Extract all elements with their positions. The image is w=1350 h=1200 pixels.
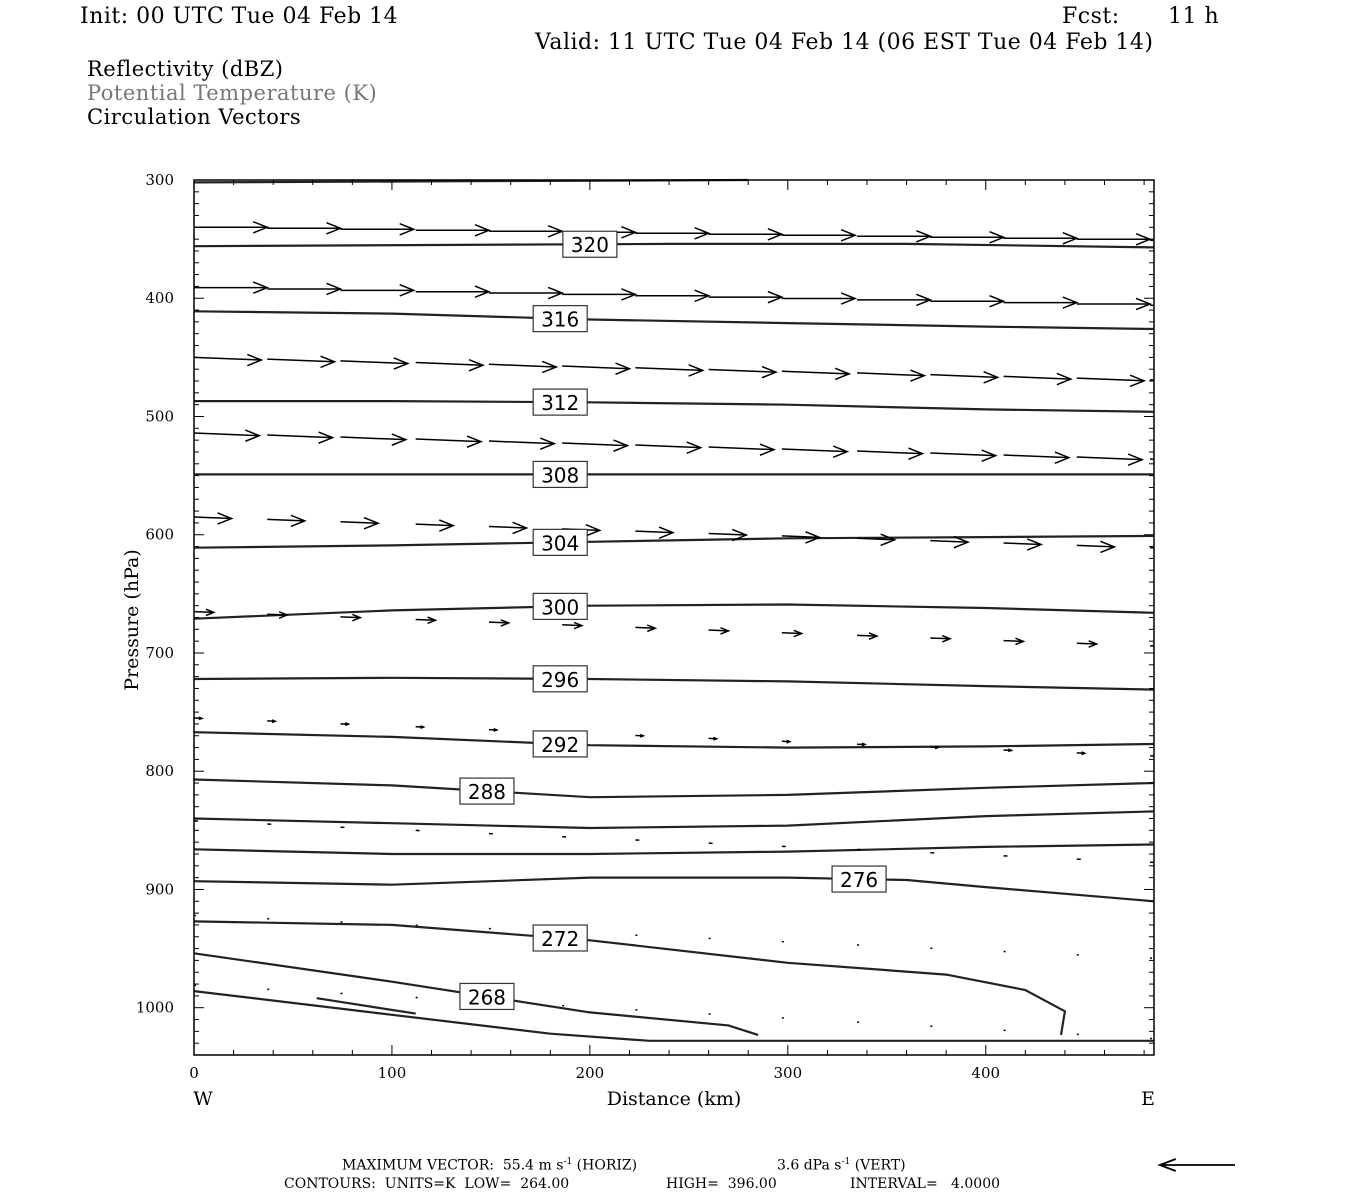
- vector-shaft: [709, 447, 774, 450]
- circulation-vector: [416, 520, 454, 531]
- circulation-vector: [1004, 749, 1012, 752]
- contours-interval: INTERVAL= 4.0000: [850, 1176, 1001, 1192]
- vector-shaft: [489, 441, 554, 444]
- y-tick-label: 1000: [135, 998, 174, 1017]
- vector-shaft: [1077, 457, 1142, 460]
- circulation-vector: [709, 367, 776, 378]
- circulation-vector: [1004, 638, 1024, 644]
- valid-time: Valid: 11 UTC Tue 04 Feb 14 (06 EST Tue 04 Feb 14): [535, 30, 1154, 55]
- circulation-vector: [267, 612, 287, 618]
- circulation-vector: [194, 717, 202, 720]
- circulation-vector: [782, 740, 790, 743]
- vector-shaft: [489, 364, 556, 367]
- vector-shaft: [340, 361, 407, 364]
- circulation-vector: [782, 230, 855, 241]
- isentrope-line-316: [194, 311, 1154, 329]
- y-tick-label: 400: [145, 289, 174, 308]
- vert-value: 3.6: [777, 1157, 800, 1174]
- circulation-vector: [416, 225, 489, 236]
- circulation-vector: [489, 620, 509, 626]
- circulation-vector: [562, 363, 629, 374]
- forecast-hour: 11 h: [1168, 4, 1220, 29]
- contour-label-272: 272: [541, 926, 580, 951]
- x-tick-label: 200: [575, 1064, 605, 1082]
- max-vector-line: [342, 1157, 637, 1174]
- x-tick-label: 300: [773, 1064, 803, 1082]
- circulation-vector: [1077, 375, 1144, 386]
- y-tick-label: 300: [145, 171, 174, 189]
- circulation-vector: [1004, 452, 1069, 463]
- circulation-vector: [857, 231, 930, 242]
- isentrope-line-296: [194, 678, 1154, 690]
- circulation-vector: [1077, 234, 1150, 245]
- contour-layer: [194, 180, 1154, 1041]
- vector-shaft: [1004, 455, 1069, 458]
- circulation-vector: [194, 609, 214, 615]
- isentrope-line-276: [194, 878, 1154, 902]
- contour-label-276: 276: [839, 868, 879, 893]
- circulation-vector: [635, 442, 700, 453]
- x-tick-labels: [189, 1064, 1000, 1082]
- isentrope-line-unlabeled-11: [194, 845, 1154, 855]
- vector-shaft: [562, 443, 627, 446]
- horiz-value: 55.4: [502, 1157, 535, 1174]
- vector-shaft: [194, 357, 261, 360]
- circulation-vector: [489, 287, 562, 298]
- circulation-vector: [1004, 373, 1071, 384]
- isentrope-line-292: [194, 732, 1154, 747]
- vector-shaft: [194, 433, 259, 436]
- circulation-vector: [340, 285, 413, 296]
- forecast-label: Fcst:: [1062, 4, 1120, 29]
- circulation-vector: [340, 358, 407, 369]
- vector-layer: [194, 222, 1154, 1039]
- contours-high: HIGH= 396.00: [666, 1176, 777, 1192]
- vector-shaft: [1077, 378, 1144, 381]
- vert-tag: (VERT): [854, 1157, 906, 1174]
- circulation-vector: [194, 222, 267, 233]
- circulation-vector: [340, 224, 413, 235]
- circulation-vector: [340, 723, 348, 726]
- legend-potential-temperature: Potential Temperature (K): [87, 81, 378, 105]
- circulation-vector: [1004, 297, 1077, 308]
- circulation-vector: [635, 365, 702, 376]
- vector-shaft: [267, 359, 334, 362]
- circulation-vector: [267, 432, 332, 443]
- isentrope-line-288: [194, 780, 1154, 798]
- legend-reflectivity: Reflectivity (dBZ): [87, 57, 284, 81]
- vector-shaft: [562, 366, 629, 369]
- circulation-vector: [562, 289, 635, 300]
- contour-label-300: 300: [541, 595, 580, 620]
- contour-label-288: 288: [467, 780, 507, 805]
- circulation-vector: [635, 735, 643, 738]
- circulation-vector: [340, 518, 378, 529]
- circulation-vector: [782, 368, 849, 379]
- vector-shaft: [782, 449, 847, 452]
- circulation-vector: [194, 513, 232, 524]
- vert-exponent: -1: [841, 1157, 851, 1167]
- y-tick-label: 500: [145, 407, 174, 426]
- vert-vector: [777, 1157, 906, 1174]
- circulation-vector: [930, 372, 997, 383]
- vector-shaft: [635, 531, 673, 533]
- circulation-vector: [857, 448, 922, 459]
- vector-shaft: [857, 451, 922, 454]
- vector-shaft: [416, 439, 481, 442]
- isentrope-line-272: [194, 921, 1065, 1035]
- vector-shaft: [930, 375, 997, 378]
- vert-unit: dPa s: [803, 1157, 842, 1174]
- circulation-vector: [340, 434, 405, 445]
- reference-vector: [1160, 1159, 1235, 1171]
- circulation-vector: [562, 440, 627, 451]
- circulation-vector: [857, 534, 895, 545]
- circulation-vector: [267, 720, 275, 723]
- circulation-vector: [489, 361, 556, 372]
- circulation-vector: [635, 228, 708, 239]
- circulation-vector: [1077, 752, 1085, 755]
- circulation-vector: [709, 292, 782, 303]
- circulation-vector: [1077, 541, 1115, 552]
- circulation-vector: [857, 743, 865, 746]
- circulation-vector: [635, 625, 655, 631]
- contour-label-304: 304: [541, 531, 580, 556]
- contour-label-292: 292: [541, 732, 580, 757]
- x-tick-label: 400: [971, 1064, 1001, 1082]
- vector-shaft: [1004, 543, 1042, 545]
- y-tick-label: 900: [145, 880, 174, 899]
- circulation-vector: [709, 737, 717, 740]
- vector-shaft: [489, 526, 527, 528]
- contour-label-320: 320: [570, 233, 609, 258]
- circulation-vector: [416, 436, 481, 447]
- vector-shaft: [857, 373, 924, 376]
- vector-shaft: [267, 519, 305, 521]
- vector-shaft: [930, 541, 968, 543]
- contour-label-268: 268: [467, 985, 507, 1010]
- vector-shaft: [635, 445, 700, 448]
- vector-shaft: [782, 371, 849, 374]
- y-axis-label: Pressure (hPa): [121, 549, 143, 691]
- isentrope-line-304: [194, 536, 1154, 548]
- x-tick-label: 0: [189, 1064, 199, 1082]
- east-label: E: [1141, 1088, 1155, 1110]
- circulation-vector: [194, 430, 259, 441]
- circulation-vector: [857, 370, 924, 381]
- circulation-vector: [857, 633, 877, 639]
- y-tick-label: 700: [145, 643, 174, 662]
- legend-circulation-vectors: Circulation Vectors: [87, 105, 302, 129]
- circulation-vector: [709, 444, 774, 455]
- contour-label-308: 308: [541, 463, 580, 488]
- circulation-vector: [416, 617, 436, 623]
- contour-label-312: 312: [541, 391, 580, 416]
- isentrope-line-300: [194, 605, 1154, 619]
- isentrope-line-312: [194, 401, 1154, 412]
- circulation-vector: [709, 229, 782, 240]
- circulation-vector: [194, 282, 267, 293]
- vector-shaft: [782, 536, 820, 538]
- vector-shaft: [194, 517, 232, 519]
- vector-shaft: [416, 363, 483, 366]
- circulation-vector: [562, 622, 582, 628]
- vector-shaft: [267, 435, 332, 438]
- vector-shaft: [709, 534, 747, 536]
- contour-label-296: 296: [541, 667, 580, 692]
- circulation-vector: [267, 223, 340, 234]
- circulation-vector: [857, 294, 930, 305]
- circulation-vector: [1077, 454, 1142, 465]
- circulation-vector: [930, 636, 950, 642]
- contour-label-layer: [460, 231, 886, 1009]
- circulation-vector: [416, 726, 424, 729]
- vector-shaft: [416, 524, 454, 526]
- isentrope-line-unlabeled-15: [194, 991, 1154, 1041]
- circulation-vector: [1004, 539, 1042, 550]
- circulation-vector: [489, 729, 497, 732]
- circulation-vector: [635, 527, 673, 538]
- contours-info: CONTOURS: UNITS=K LOW= 264.00: [284, 1176, 570, 1192]
- circulation-vector: [782, 446, 847, 457]
- vector-shaft: [340, 522, 378, 524]
- vector-shaft: [930, 453, 995, 456]
- circulation-vector: [416, 286, 489, 297]
- circulation-vector: [489, 522, 527, 533]
- west-label: W: [193, 1088, 213, 1110]
- circulation-vector: [489, 226, 562, 237]
- circulation-vector: [635, 290, 708, 301]
- max-vector-label: MAXIMUM VECTOR:: [342, 1157, 494, 1174]
- circulation-vector: [1004, 233, 1077, 244]
- circulation-vector: [489, 438, 554, 449]
- horiz-exponent: -1: [563, 1157, 573, 1167]
- horiz-unit: m s: [538, 1157, 564, 1174]
- circulation-vector: [782, 293, 855, 304]
- circulation-vector: [194, 354, 261, 365]
- contour-label-316: 316: [541, 307, 580, 332]
- isentrope-line-unlabeled-10: [194, 811, 1154, 828]
- circulation-vector: [1077, 298, 1150, 309]
- vector-shaft: [1077, 545, 1115, 547]
- vector-shaft: [340, 437, 405, 440]
- circulation-vector: [930, 746, 938, 749]
- y-tick-label: 600: [145, 525, 174, 544]
- circulation-vector: [416, 360, 483, 371]
- circulation-vector: [267, 283, 340, 294]
- circulation-vector: [709, 628, 729, 634]
- x-tick-label: 100: [377, 1064, 407, 1082]
- vector-shaft: [709, 369, 776, 372]
- circulation-vector: [782, 630, 802, 636]
- circulation-vector: [930, 450, 995, 461]
- circulation-vector: [930, 232, 1003, 243]
- circulation-vector: [930, 296, 1003, 307]
- isentrope-line-320: [194, 244, 1154, 248]
- vector-shaft: [635, 368, 702, 371]
- init-time: Init: 00 UTC Tue 04 Feb 14: [80, 4, 399, 29]
- vector-shaft: [1004, 376, 1071, 379]
- circulation-vector: [267, 515, 305, 526]
- circulation-vector: [1077, 641, 1097, 647]
- circulation-vector: [267, 356, 334, 367]
- horiz-tag: (HORIZ): [576, 1157, 638, 1174]
- y-tick-label: 800: [145, 762, 174, 781]
- x-axis-label: Distance (km): [606, 1088, 742, 1110]
- circulation-vector: [340, 614, 360, 620]
